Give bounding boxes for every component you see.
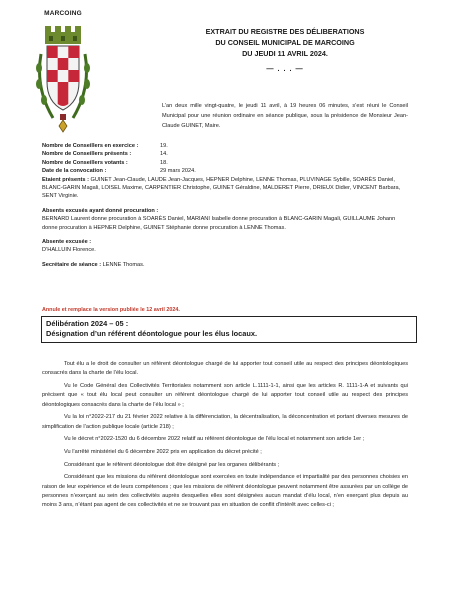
absent-section (42, 238, 408, 255)
absent-label: Absente excusée : (42, 239, 92, 246)
deliberation-title-box (41, 316, 417, 343)
document-header (150, 26, 420, 74)
attendance-block (42, 142, 408, 269)
count-value: 14. (160, 151, 168, 158)
count-value: 18. (160, 159, 168, 166)
header-separator: — . . . — (266, 63, 304, 73)
secretary-line (42, 261, 408, 269)
municipal-logo (32, 10, 94, 138)
presents-list: GUINET Jean-Claude, LAUDE Jean-Jacques, HEPNER Delphine, LENNE Thomas, PLUVINAGE Sybille, SOARÈS Daniel, BLANC-GARIN Magali, LOISEL Maxime, CARPENTIER Christophe, GUINET Géraldine, MALDERET Pierre, DRIEUX Didier, VINCENT Barbara, SENT Virginie. (42, 176, 401, 200)
absent-name: D’HALLUIN Florence. (42, 247, 96, 254)
procurations-list: BERNARD Laurent donne procuration à SOARÈS Daniel, MARIANI Isabelle donne procuration à BLANC-GARIN Magali, GUILLAUME Johann donne procuration à HEPNER Delphine, GUINET Stéphanie donne procuration à LENNE Thomas. (42, 216, 396, 231)
meeting-intro: L’an deux mille vingt-quatre, le jeudi 11 avril, à 19 heures 06 minutes, s’est réuni le Conseil Municipal pour une réunion ordinaire en séance publique, sous la présidence de Monsieur Jean-Claude GUINET, Maire. (162, 103, 408, 130)
count-label: Nombre de Conseillers votants : (42, 159, 128, 166)
count-label: Nombre de Conseillers en exercice : (42, 143, 139, 149)
coat-of-arms-icon (35, 18, 91, 138)
count-row (42, 159, 408, 167)
count-value: 19. (160, 143, 168, 149)
deliberation-number: Délibération 2024 – 05 : (46, 319, 129, 328)
count-row (42, 167, 408, 175)
count-label: Nombre de Conseillers présents : (42, 151, 132, 158)
body-paragraph: Vu l’arrêté ministériel du 6 décembre 2022 pris en application du décret précité ; (64, 449, 262, 455)
procurations-section (42, 207, 408, 232)
header-line-3: DU JEUDI 11 AVRIL 2024. (242, 49, 328, 59)
replacement-notice: Annule et remplace la version publiée le 12 avril 2024. (42, 307, 180, 313)
presents-paragraph (42, 176, 408, 201)
count-label: Date de la convocation : (42, 168, 107, 175)
secretary-name: LENNE Thomas. (102, 261, 145, 268)
deliberation-body (42, 360, 408, 514)
header-line-1: EXTRAIT DU REGISTRE DES DÉLIBERATIONS (205, 27, 365, 36)
body-paragraph: Vu le décret n°2022-1520 du 6 décembre 2022 relatif au référent déontologue de l’élu local et notamment son article 1er ; (64, 436, 365, 443)
deliberation-title: Désignation d’un référent déontologue pour les élus locaux. (46, 329, 258, 339)
header-line-2: DU CONSEIL MUNICIPAL DE MARCOING (215, 38, 355, 48)
count-row (42, 142, 408, 150)
body-paragraph: Tout élu a le droit de consulter un référent déontologue chargé de lui apporter tout conseil utile au respect des principes déontologiques consacrés dans la charte de l’élu local. (42, 361, 408, 377)
secretary-label: Secrétaire de séance : (42, 261, 102, 268)
logo-town-name: MARCOING (44, 10, 82, 17)
procurations-label: Absents excusés ayant donné procuration : (42, 207, 159, 214)
count-row (42, 150, 408, 158)
body-paragraph: Considérant que les missions du référent déontologue sont exercées en toute indépendance et impartialité par des personnes choisies en raison de leur expérience et de leurs compétences ; que les missions de référent déontologue peuvent notamment être assurées par un collège de personnes n’exerçant au sein des collectivités auprès desquelles elles sont désignées aucun mandat d’élu local, n’en exerçant plus depuis au moins 3 ans, n’étant pas agent de ces collectivités et ne se trouvant pas en situation de conflit d’intérêt avec celles-ci ; (42, 474, 408, 509)
body-paragraph: Vu le Code Général des Collectivités Territoriales notamment son article L.1111-1-1, ainsi que les articles R. 1111-1-A et suivants qui précisent que « tout élu local peut consulter un référent déontologue chargé de lui apporter tout conseil utile au respect des principes déontologiques consacrés dans la charte de l’élu local » ; (42, 383, 408, 408)
presents-label: Etaient présents : (42, 176, 89, 183)
count-value: 29 mars 2024. (160, 168, 196, 175)
body-paragraph: Vu la loi n°2022-217 du 21 février 2022 relative à la différenciation, la décentralisation, la déconcentration et portant diverses mesures de simplification de l’action publique locale (article 218) ; (42, 414, 408, 430)
body-paragraph: Considérant que le référent déontologue doit être désigné par les organes délibérants ; (64, 461, 280, 468)
